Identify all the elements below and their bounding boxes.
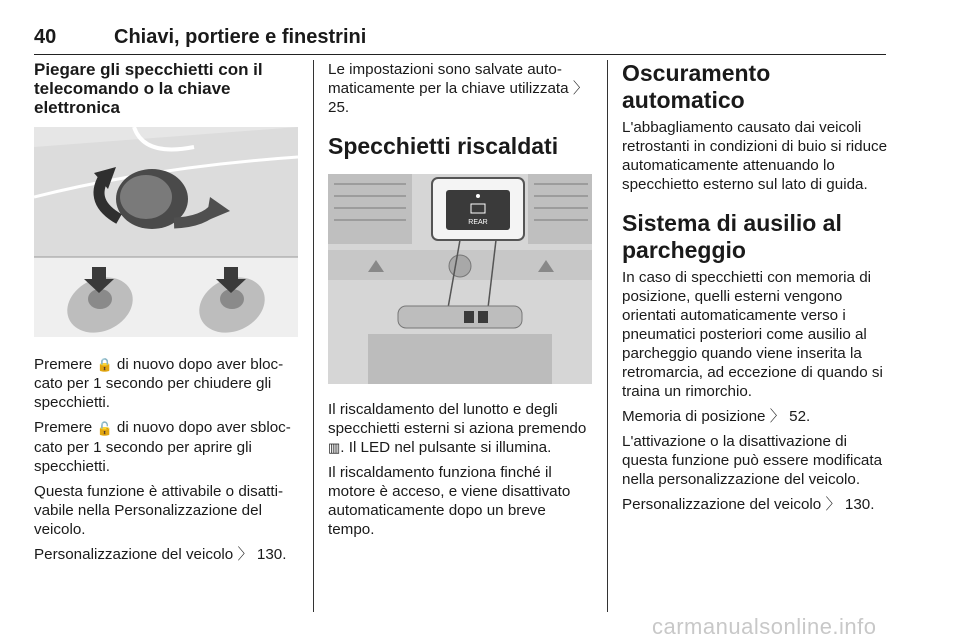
lock-icon: 🔒 <box>96 357 113 373</box>
paragraph-auto-dimming: L'abbagliamento causato dai veicoli retrostanti in condizioni di buio si riduce automaticamente attenuando lo specchietto esterno sul lato di guida. <box>622 119 888 193</box>
ref-arrow-icon: 〉 <box>237 545 257 563</box>
paragraph-memory-ref: Memoria di posizione 〉 52. <box>622 408 811 425</box>
unlock-icon: 🔓 <box>96 420 113 436</box>
page-title: Chiavi, portiere e finestrini <box>114 26 367 48</box>
heated-mirror-button-illustration <box>328 174 592 384</box>
rear-button-label: REAR <box>468 219 488 226</box>
watermark: carmanualsonline.info <box>652 614 877 639</box>
ref-arrow-icon: 〉 <box>769 408 790 425</box>
page-number: 40 <box>34 26 57 48</box>
page-ref-link[interactable]: 25. <box>328 99 350 116</box>
rear-defrost-icon: ▥ <box>328 440 341 456</box>
column-divider <box>607 60 608 612</box>
paragraph-function-toggle: Questa funzione è attivabile o disattivabile nella Personalizzazione del veicolo. <box>34 482 284 538</box>
mirror-key-figure <box>34 127 298 337</box>
ref-arrow-icon: 〉 <box>825 496 845 513</box>
section-heading-heated-mirrors: Specchietti riscaldati <box>328 133 559 159</box>
section-heading-parking-assist: Sistema di ausilio al parcheggio <box>622 210 842 263</box>
paragraph-heating-duration: Il riscaldamento funziona finché il motore è acceso, e viene disattivato automaticamente dopo un breve tempo. <box>328 464 571 539</box>
paragraph-rear-defrost: Il riscaldamento del lunotto e degli specchietti esterni si aziona premendo ▥. Il LED nel pulsante si illumina. <box>328 401 587 456</box>
column-3 <box>622 60 888 520</box>
paragraph-personalization-ref: Personalizzazione del veicolo 〉 130. <box>622 496 875 513</box>
column-divider <box>313 60 314 612</box>
section-heading-fold-mirrors: Piegare gli specchietti con il telecomando o la chiave elettronica <box>34 60 263 117</box>
ref-arrow-icon: 〉 <box>572 80 588 97</box>
mirror-fold-illustration <box>34 127 298 337</box>
page-ref-link[interactable]: 130. <box>256 545 287 563</box>
page-ref-link[interactable]: 130. <box>844 496 875 513</box>
paragraph-open-mirrors: Premere 🔓 di nuovo dopo aver sbloccato per 1 secondo per aprire gli specchietti. <box>34 419 291 475</box>
paragraph-close-mirrors: Premere 🔒 di nuovo dopo aver bloccato per 1 secondo per chiudere gli specchietti. <box>34 356 284 412</box>
column-2 <box>328 60 592 545</box>
paragraph-parking-assist: In caso di specchietti con memoria di posizione, quelli esterni vengono orientati automaticamente verso i pneumatici posteriori come ausilio al parcheggio quando viene inserita la retromarcia, ad eccezione di quando si traina un rimorchio. <box>622 269 883 400</box>
paragraph-activation: L'attivazione o la disattivazione di questa funzione può essere modificata nella personalizzazione del veicolo. <box>622 433 883 488</box>
page-header <box>34 26 886 55</box>
dashboard-figure <box>328 174 592 384</box>
page-ref-link[interactable]: 52. <box>789 408 811 425</box>
section-heading-auto-dimming: Oscuramento automatico <box>622 60 771 113</box>
paragraph-personalization-ref: Personalizzazione del veicolo 〉 130. <box>34 545 287 563</box>
column-1 <box>34 60 298 570</box>
paragraph-settings-saved: Le impostazioni sono salvate automaticamente per la chiave utilizzata 〉 25. <box>328 61 588 116</box>
